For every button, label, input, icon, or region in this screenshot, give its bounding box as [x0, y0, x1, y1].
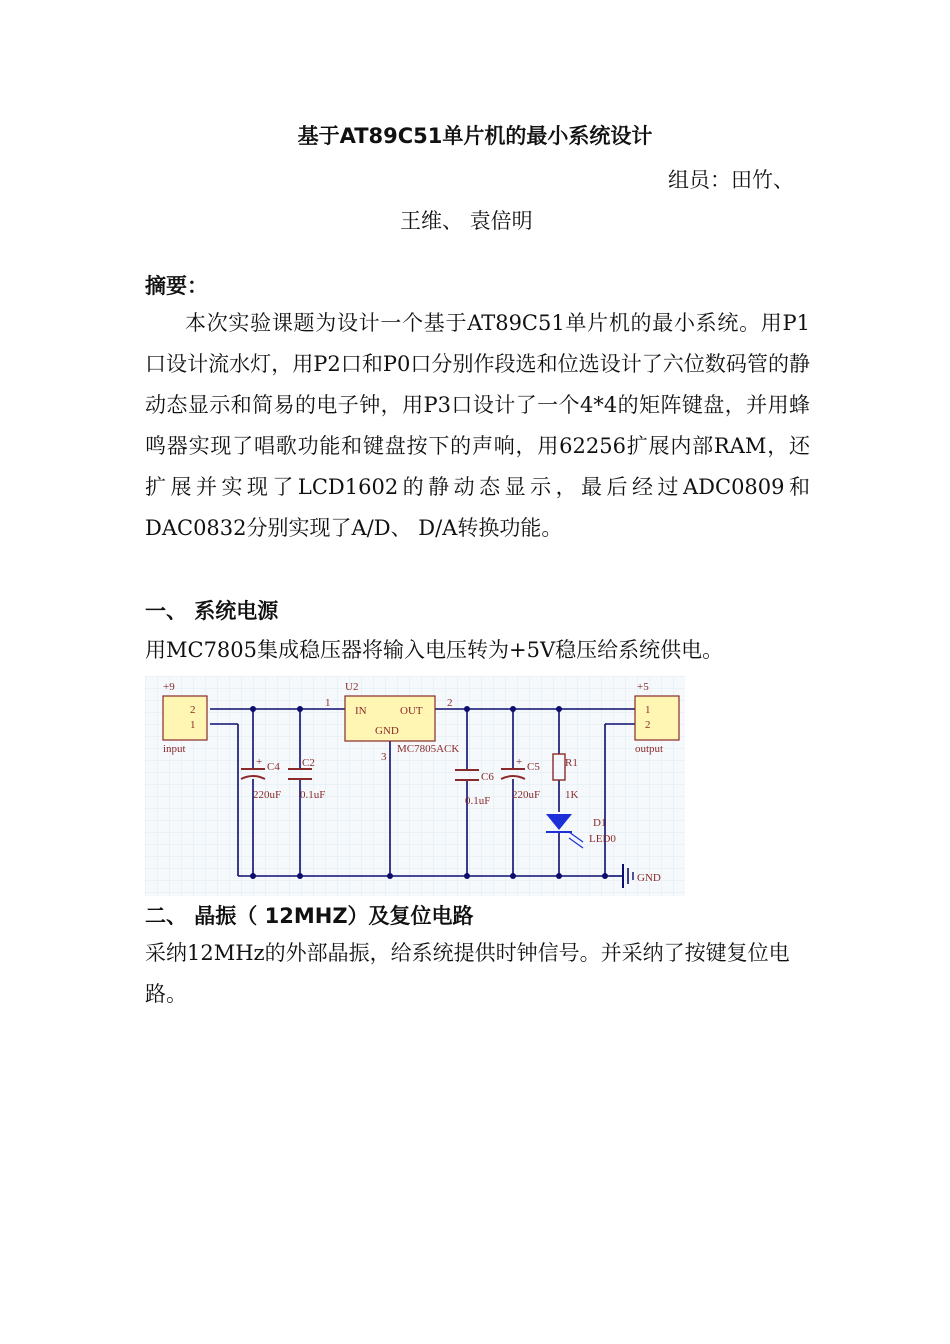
authors-line-1: 组员：田竹、 [668, 168, 794, 192]
svg-text:1: 1 [325, 697, 331, 709]
svg-text:IN: IN [355, 705, 367, 717]
svg-text:MC7805ACK: MC7805ACK [397, 743, 460, 755]
svg-text:0.1uF: 0.1uF [465, 795, 491, 807]
document-title: 基于AT89C51单片机的最小系统设计 [297, 124, 653, 148]
power-supply-schematic [145, 676, 685, 896]
svg-text:D1: D1 [593, 817, 607, 829]
svg-text:0.1uF: 0.1uF [300, 789, 326, 801]
abstract-heading: 摘要： [145, 274, 208, 298]
svg-text:1K: 1K [565, 789, 579, 801]
svg-text:C5: C5 [527, 761, 540, 773]
svg-text:GND: GND [375, 725, 399, 737]
svg-text:output: output [635, 743, 664, 755]
svg-text:input: input [163, 743, 186, 755]
section-2-body: 采纳12MHz的外部晶振，给系统提供时钟信号。并采纳了按键复位电路。 [145, 941, 790, 1006]
svg-text:R1: R1 [565, 757, 578, 769]
svg-text:2: 2 [447, 697, 453, 709]
section-1-body: 用MC7805集成稳压器将输入电压转为+5V稳压给系统供电。 [145, 638, 724, 662]
svg-text:LED0: LED0 [589, 833, 616, 845]
svg-text:220uF: 220uF [512, 789, 541, 801]
abstract-body: 本次实验课题为设计一个基于AT89C51单片机的最小系统。用P1口设计流水灯，用P2口和P0口分别作段选和位选设计了六位数码管的静动态显示和简易的电子钟，用P3口设计了一个4*4的矩阵键盘，并用蜂鸣器实现了唱歌功能和键盘按下的声响，用62256扩展内部RAM，还扩展并实现了LCD1602的静动态显示，最后经过ADC0809和 DAC0832分别实现了A/D、 D/A转换功能。 [145, 311, 810, 540]
svg-text:+: + [516, 756, 523, 768]
svg-text:C2: C2 [302, 757, 315, 769]
svg-text:+: + [256, 756, 263, 768]
svg-text:GND: GND [637, 872, 661, 884]
section-2-heading: 二、 晶振（ 12MHZ）及复位电路 [145, 904, 474, 928]
svg-text:C4: C4 [267, 761, 280, 773]
svg-text:C6: C6 [481, 771, 494, 783]
svg-text:1: 1 [190, 719, 196, 731]
svg-text:220uF: 220uF [253, 789, 282, 801]
svg-text:+9: +9 [163, 681, 175, 693]
section-1-heading: 一、 系统电源 [145, 599, 279, 623]
authors-line-2: 王维、 袁倍明 [400, 209, 533, 233]
svg-text:3: 3 [381, 751, 387, 763]
svg-text:2: 2 [190, 704, 196, 716]
svg-text:1: 1 [645, 704, 651, 716]
svg-text:2: 2 [645, 719, 651, 731]
svg-text:U2: U2 [345, 681, 359, 693]
svg-text:OUT: OUT [400, 705, 423, 717]
svg-text:+5: +5 [637, 681, 649, 693]
